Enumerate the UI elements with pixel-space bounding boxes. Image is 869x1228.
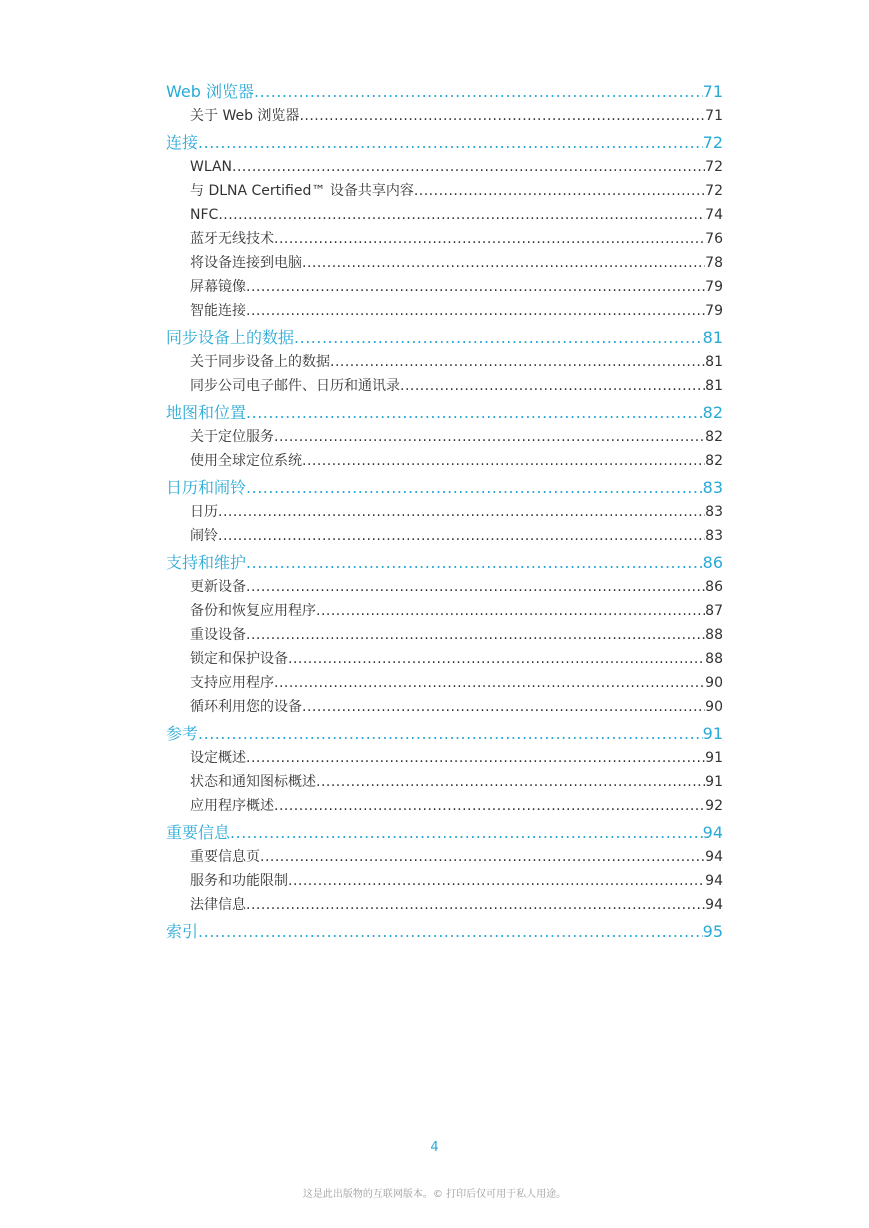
dot-leader xyxy=(302,695,705,719)
toc-entry-title: 应用程序概述 xyxy=(190,798,274,814)
toc-section[interactable] xyxy=(166,476,723,500)
toc-entry-page: 86 xyxy=(705,579,723,595)
dot-leader xyxy=(274,671,705,695)
page-number: 4 xyxy=(430,1140,439,1155)
toc-entry-page: 78 xyxy=(705,255,723,271)
dot-leader xyxy=(294,326,703,350)
toc-section[interactable] xyxy=(166,551,723,575)
toc-entry-page: 90 xyxy=(705,699,723,715)
dot-leader xyxy=(246,746,705,770)
dot-leader xyxy=(246,623,705,647)
toc-entry[interactable] xyxy=(166,203,723,227)
toc-entry-title: 关于定位服务 xyxy=(190,429,274,445)
toc-entry-page: 76 xyxy=(705,231,723,247)
toc-entry[interactable] xyxy=(166,275,723,299)
toc-entry-page: 88 xyxy=(705,651,723,667)
dot-leader xyxy=(316,599,705,623)
dot-leader xyxy=(246,476,703,500)
toc-entry-page: 92 xyxy=(705,798,723,814)
dot-leader xyxy=(230,821,703,845)
toc-section-page: 72 xyxy=(702,133,723,152)
toc-entry-page: 91 xyxy=(705,774,723,790)
dot-leader xyxy=(218,524,705,548)
dot-leader xyxy=(246,551,703,575)
toc-section-page: 95 xyxy=(702,922,723,941)
toc-entry-title: 蓝牙无线技术 xyxy=(190,231,274,247)
toc-entry[interactable] xyxy=(166,299,723,323)
toc-entry[interactable] xyxy=(166,671,723,695)
toc-entry-page: 71 xyxy=(705,108,723,124)
toc-entry-page: 82 xyxy=(705,429,723,445)
toc-section[interactable] xyxy=(166,131,723,155)
toc-entry[interactable] xyxy=(166,350,723,374)
toc-section[interactable] xyxy=(166,401,723,425)
dot-leader xyxy=(198,131,703,155)
dot-leader xyxy=(232,155,705,179)
toc-entry-title: 服务和功能限制 xyxy=(190,873,288,889)
toc-entry-title: 备份和恢复应用程序 xyxy=(190,603,316,619)
toc-entry-page: 79 xyxy=(705,279,723,295)
toc-entry-page: 94 xyxy=(705,897,723,913)
toc-entry-page: 72 xyxy=(705,183,723,199)
dot-leader xyxy=(302,251,705,275)
dot-leader xyxy=(246,299,705,323)
dot-leader xyxy=(198,920,703,944)
toc-entry-page: 91 xyxy=(705,750,723,766)
dot-leader xyxy=(218,500,705,524)
toc-section-title: 同步设备上的数据 xyxy=(166,328,295,347)
dot-leader xyxy=(246,401,703,425)
toc-entry[interactable] xyxy=(166,179,723,203)
dot-leader xyxy=(299,104,705,128)
toc-entry-page: 72 xyxy=(705,159,723,175)
toc-entry-title: WLAN xyxy=(190,159,233,175)
toc-entry-title: 支持应用程序 xyxy=(190,675,274,691)
footer-note: 这是此出版物的互联网版本。© 打印后仅可用于私人用途。 xyxy=(302,1189,567,1200)
toc-entry-page: 83 xyxy=(705,504,723,520)
toc-entry-title: 屏幕镜像 xyxy=(190,279,246,295)
dot-leader xyxy=(246,575,705,599)
dot-leader xyxy=(302,449,705,473)
toc-entry-title: 将设备连接到电脑 xyxy=(190,255,302,271)
toc-entry-title: 重设设备 xyxy=(190,627,246,643)
toc-entry-page: 90 xyxy=(705,675,723,691)
toc-entry-page: 81 xyxy=(705,378,723,394)
dot-leader xyxy=(254,80,703,104)
toc-entry-title: 状态和通知图标概述 xyxy=(190,774,316,790)
toc-entry-title: 更新设备 xyxy=(190,579,246,595)
toc-entry[interactable] xyxy=(166,845,723,869)
toc-section-title: 日历和闹铃 xyxy=(166,478,247,497)
toc-entry-title: 锁定和保护设备 xyxy=(190,651,288,667)
toc-entry-title: 关于同步设备上的数据 xyxy=(190,354,330,370)
toc-section-page: 91 xyxy=(702,724,723,743)
toc-entry[interactable] xyxy=(166,770,723,794)
dot-leader xyxy=(246,275,705,299)
toc-section[interactable] xyxy=(166,326,723,350)
dot-leader xyxy=(274,227,705,251)
toc-section-page: 81 xyxy=(702,328,723,347)
toc-section[interactable] xyxy=(166,722,723,746)
toc-entry-page: 74 xyxy=(705,207,723,223)
dot-leader xyxy=(274,425,705,449)
toc-entry-title: 关于 Web 浏览器 xyxy=(190,108,300,124)
toc-section-page: 71 xyxy=(702,82,723,101)
dot-leader xyxy=(218,203,705,227)
dot-leader xyxy=(330,350,705,374)
toc-section-title: 参考 xyxy=(166,724,199,743)
toc-entry[interactable] xyxy=(166,374,723,398)
toc-section-title: Web 浏览器 xyxy=(166,82,254,101)
toc-entry-page: 81 xyxy=(705,354,723,370)
toc-section-page: 82 xyxy=(702,403,723,422)
toc-entry[interactable] xyxy=(166,500,723,524)
toc-section[interactable] xyxy=(166,821,723,845)
toc-entry[interactable] xyxy=(166,227,723,251)
toc-entry-title: 法律信息 xyxy=(190,897,246,913)
dot-leader xyxy=(288,647,705,671)
toc-entry-page: 83 xyxy=(705,528,723,544)
dot-leader xyxy=(246,893,705,917)
toc-section-title: 地图和位置 xyxy=(166,403,247,422)
toc-entry-title: NFC xyxy=(190,207,219,223)
toc-entry-title: 智能连接 xyxy=(190,303,246,319)
toc-entry[interactable] xyxy=(166,575,723,599)
toc-entry-title: 设定概述 xyxy=(190,750,246,766)
toc-entry[interactable] xyxy=(166,449,723,473)
toc-entry[interactable] xyxy=(166,104,723,128)
toc-section-title: 重要信息 xyxy=(166,823,231,842)
toc-section-page: 86 xyxy=(702,553,723,572)
toc-entry-title: 循环利用您的设备 xyxy=(190,699,302,715)
toc-entry[interactable] xyxy=(166,746,723,770)
toc-entry-title: 日历 xyxy=(190,504,218,520)
toc-entry[interactable] xyxy=(166,599,723,623)
toc-entry-page: 94 xyxy=(705,873,723,889)
dot-leader xyxy=(260,845,705,869)
toc-entry[interactable] xyxy=(166,647,723,671)
toc-entry-page: 79 xyxy=(705,303,723,319)
toc-entry[interactable] xyxy=(166,893,723,917)
toc-section-title: 连接 xyxy=(166,133,199,152)
toc-entry-page: 82 xyxy=(705,453,723,469)
toc-section-title: 索引 xyxy=(166,922,199,941)
toc-section-page: 94 xyxy=(702,823,723,842)
toc-entry[interactable] xyxy=(166,623,723,647)
toc-entry[interactable] xyxy=(166,155,723,179)
dot-leader xyxy=(274,794,705,818)
dot-leader xyxy=(400,374,705,398)
toc-entry[interactable] xyxy=(166,251,723,275)
toc-section-page: 83 xyxy=(702,478,723,497)
toc-section[interactable] xyxy=(166,920,723,944)
dot-leader xyxy=(414,179,705,203)
toc-entry-page: 88 xyxy=(705,627,723,643)
toc-entry-title: 重要信息页 xyxy=(190,849,260,865)
toc-entry[interactable] xyxy=(166,425,723,449)
toc-entry[interactable] xyxy=(166,524,723,548)
toc-entry[interactable] xyxy=(166,869,723,893)
table-of-contents xyxy=(166,80,723,944)
toc-entry[interactable] xyxy=(166,794,723,818)
toc-entry-title: 使用全球定位系统 xyxy=(190,453,302,469)
toc-section[interactable] xyxy=(166,80,723,104)
toc-entry-title: 与 DLNA Certified™ 设备共享内容 xyxy=(190,183,414,199)
dot-leader xyxy=(316,770,705,794)
toc-entry[interactable] xyxy=(166,695,723,719)
toc-section-title: 支持和维护 xyxy=(166,553,247,572)
dot-leader xyxy=(288,869,705,893)
toc-entry-title: 同步公司电子邮件、日历和通讯录 xyxy=(190,378,400,394)
toc-entry-page: 94 xyxy=(705,849,723,865)
dot-leader xyxy=(198,722,703,746)
toc-entry-title: 闹铃 xyxy=(190,528,218,544)
toc-entry-page: 87 xyxy=(705,603,723,619)
